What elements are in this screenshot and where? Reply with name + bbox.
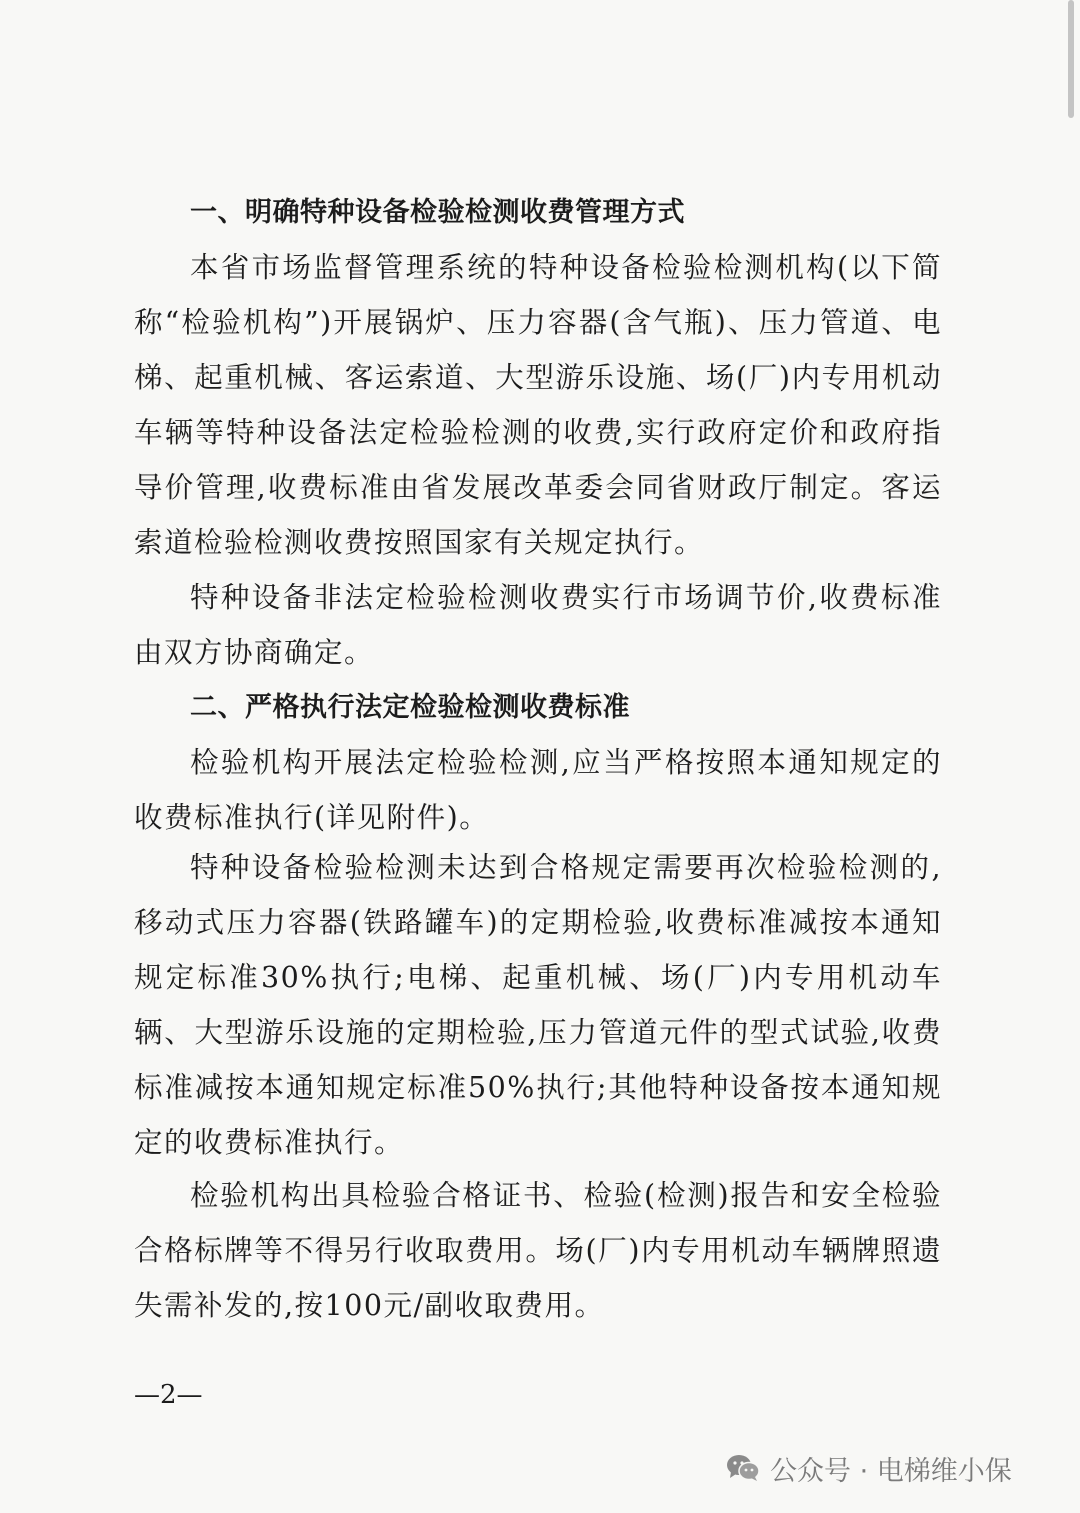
section-2-paragraph-3: 检验机构出具检验合格证书、检验(检测)报告和安全检验合格标牌等不得另行收取费用。场(厂)内专用机动车辆牌照遗失需补发的,按100元/副收取费用。 (134, 1179, 942, 1322)
watermark-text: 公众号 · 电梯维小保 (770, 1455, 1012, 1487)
scrollbar[interactable] (1068, 0, 1074, 118)
section-2-paragraph-2: 特种设备检验检测未达到合格规定需要再次检验检测的,移动式压力容器(铁路罐车)的定期检验,收费标准减按本通知规定标准30%执行;电梯、起重机械、场(厂)内专用机动车辆、大型游乐设施的定期检验,压力管道元件的型式试验,收费标准减按本通知规定标准50%执行;其他特种设备按本通知规定的收费标准执行。 (134, 851, 942, 1159)
watermark (726, 1446, 1012, 1490)
section-1-paragraph-1: 本省市场监督管理系统的特种设备检验检测机构(以下简称“检验机构”)开展锅炉、压力容器(含气瓶)、压力管道、电梯、起重机械、客运索道、大型游乐设施、场(厂)内专用机动车辆等特种设备法定检验检测的收费,实行政府定价和政府指导价管理,收费标准由省发展改革委会同省财政厅制定。客运索道检验检测收费按照国家有关规定执行。 (134, 251, 942, 559)
section-2-heading: 二、严格执行法定检验检测收费标准 (190, 692, 630, 723)
wechat-icon (726, 1454, 760, 1482)
section-1-paragraph-2: 特种设备非法定检验检测收费实行市场调节价,收费标准由双方协商确定。 (134, 581, 942, 669)
page-number: —2— (134, 1380, 203, 1410)
section-1-heading: 一、明确特种设备检验检测收费管理方式 (190, 197, 685, 228)
section-2-paragraph-1: 检验机构开展法定检验检测,应当严格按照本通知规定的收费标准执行(详见附件)。 (134, 746, 942, 834)
